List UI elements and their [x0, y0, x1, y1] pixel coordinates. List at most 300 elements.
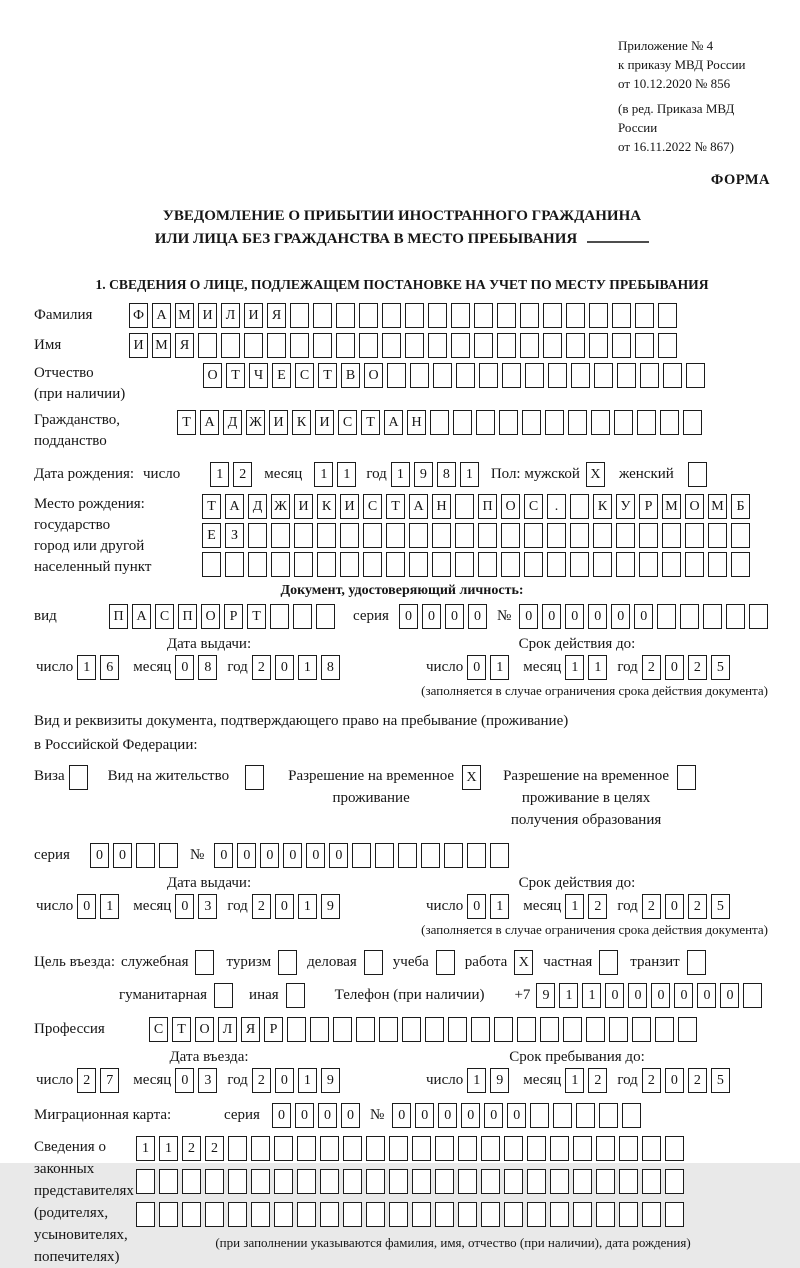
char-box[interactable]: 8 [321, 655, 340, 680]
char-box[interactable] [502, 363, 521, 388]
char-box[interactable]: 9 [536, 983, 555, 1008]
char-box[interactable]: 0 [415, 1103, 434, 1128]
char-box[interactable]: 0 [634, 604, 653, 629]
char-box[interactable] [433, 363, 452, 388]
char-box[interactable] [573, 1169, 592, 1194]
char-box[interactable] [430, 410, 449, 435]
char-box[interactable]: М [708, 494, 727, 519]
char-box[interactable]: 0 [720, 983, 739, 1008]
char-box[interactable] [287, 1017, 306, 1042]
char-box[interactable] [182, 1202, 201, 1227]
char-box[interactable] [320, 1136, 339, 1161]
char-box[interactable] [340, 523, 359, 548]
char-box[interactable] [205, 1202, 224, 1227]
char-box[interactable] [316, 604, 335, 629]
char-box[interactable] [596, 1202, 615, 1227]
char-box[interactable]: 1 [490, 655, 509, 680]
char-box[interactable] [366, 1202, 385, 1227]
char-box[interactable]: И [340, 494, 359, 519]
char-box[interactable] [270, 604, 289, 629]
char-box[interactable] [593, 552, 612, 577]
char-box[interactable]: И [269, 410, 288, 435]
char-box[interactable]: 0 [399, 604, 418, 629]
char-box[interactable] [524, 523, 543, 548]
char-box[interactable]: 0 [468, 604, 487, 629]
char-box[interactable] [594, 363, 613, 388]
char-box[interactable] [589, 333, 608, 358]
char-box[interactable] [520, 333, 539, 358]
char-box[interactable]: 0 [565, 604, 584, 629]
char-box[interactable] [340, 552, 359, 577]
char-box[interactable] [294, 523, 313, 548]
char-box[interactable]: 2 [182, 1136, 201, 1161]
char-box[interactable]: А [384, 410, 403, 435]
char-box[interactable] [320, 1202, 339, 1227]
char-box[interactable]: 1 [298, 655, 317, 680]
char-box[interactable] [293, 604, 312, 629]
char-box[interactable]: 1 [490, 894, 509, 919]
char-box[interactable]: 0 [175, 894, 194, 919]
char-box[interactable]: Я [267, 303, 286, 328]
char-box[interactable]: Л [221, 303, 240, 328]
char-box[interactable] [612, 303, 631, 328]
char-box[interactable] [297, 1136, 316, 1161]
char-box[interactable]: 2 [688, 1068, 707, 1093]
char-box[interactable]: 0 [272, 1103, 291, 1128]
char-box[interactable] [635, 303, 654, 328]
residence-permit-checkbox[interactable] [245, 765, 264, 790]
char-box[interactable] [228, 1202, 247, 1227]
char-box[interactable]: 2 [642, 894, 661, 919]
char-box[interactable] [297, 1202, 316, 1227]
char-box[interactable]: И [315, 410, 334, 435]
char-box[interactable] [313, 333, 332, 358]
char-box[interactable]: 1 [298, 1068, 317, 1093]
char-box[interactable]: С [524, 494, 543, 519]
char-box[interactable]: Р [224, 604, 243, 629]
char-box[interactable] [336, 303, 355, 328]
char-box[interactable]: 0 [611, 604, 630, 629]
char-box[interactable] [444, 843, 463, 868]
char-box[interactable]: 3 [198, 894, 217, 919]
char-box[interactable]: М [662, 494, 681, 519]
char-box[interactable] [290, 333, 309, 358]
char-box[interactable]: 0 [422, 604, 441, 629]
char-box[interactable] [136, 1202, 155, 1227]
char-box[interactable]: Е [272, 363, 291, 388]
char-box[interactable]: 1 [565, 655, 584, 680]
char-box[interactable] [389, 1136, 408, 1161]
char-box[interactable]: Т [172, 1017, 191, 1042]
char-box[interactable]: Р [264, 1017, 283, 1042]
char-box[interactable] [570, 552, 589, 577]
char-box[interactable]: С [149, 1017, 168, 1042]
char-box[interactable] [685, 523, 704, 548]
char-box[interactable]: 2 [252, 894, 271, 919]
char-box[interactable] [642, 1136, 661, 1161]
char-box[interactable] [617, 363, 636, 388]
char-box[interactable] [731, 523, 750, 548]
char-box[interactable]: У [616, 494, 635, 519]
char-box[interactable] [333, 1017, 352, 1042]
char-box[interactable]: 0 [665, 655, 684, 680]
char-box[interactable]: 8 [437, 462, 456, 487]
char-box[interactable]: 0 [651, 983, 670, 1008]
char-box[interactable]: Т [247, 604, 266, 629]
char-box[interactable] [566, 303, 585, 328]
char-box[interactable]: 1 [298, 894, 317, 919]
char-box[interactable] [525, 363, 544, 388]
char-box[interactable]: 0 [275, 1068, 294, 1093]
char-box[interactable] [412, 1136, 431, 1161]
char-box[interactable] [228, 1136, 247, 1161]
char-box[interactable] [455, 523, 474, 548]
char-box[interactable] [568, 410, 587, 435]
char-box[interactable]: М [175, 303, 194, 328]
char-box[interactable] [159, 1169, 178, 1194]
char-box[interactable] [467, 843, 486, 868]
char-box[interactable]: 0 [519, 604, 538, 629]
char-box[interactable] [517, 1017, 536, 1042]
char-box[interactable]: 0 [507, 1103, 526, 1128]
char-box[interactable] [343, 1136, 362, 1161]
char-box[interactable] [686, 363, 705, 388]
char-box[interactable] [481, 1169, 500, 1194]
char-box[interactable] [251, 1136, 270, 1161]
char-box[interactable] [494, 1017, 513, 1042]
char-box[interactable]: И [129, 333, 148, 358]
char-box[interactable] [471, 1017, 490, 1042]
char-box[interactable]: 1 [337, 462, 356, 487]
purpose-other-checkbox[interactable] [286, 983, 305, 1008]
char-box[interactable] [596, 1169, 615, 1194]
char-box[interactable] [244, 333, 263, 358]
char-box[interactable]: 0 [438, 1103, 457, 1128]
char-box[interactable] [490, 843, 509, 868]
char-box[interactable]: 2 [688, 655, 707, 680]
char-box[interactable]: 9 [490, 1068, 509, 1093]
char-box[interactable]: А [409, 494, 428, 519]
char-box[interactable] [563, 1017, 582, 1042]
char-box[interactable] [749, 604, 768, 629]
char-box[interactable]: А [225, 494, 244, 519]
char-box[interactable]: О [501, 494, 520, 519]
char-box[interactable]: 1 [100, 894, 119, 919]
char-box[interactable]: 0 [665, 894, 684, 919]
char-box[interactable]: 9 [321, 1068, 340, 1093]
char-box[interactable] [410, 363, 429, 388]
char-box[interactable] [451, 333, 470, 358]
char-box[interactable]: А [132, 604, 151, 629]
char-box[interactable] [504, 1202, 523, 1227]
char-box[interactable] [596, 1136, 615, 1161]
char-box[interactable] [402, 1017, 421, 1042]
char-box[interactable] [616, 523, 635, 548]
char-box[interactable] [136, 843, 155, 868]
char-box[interactable] [428, 333, 447, 358]
char-box[interactable] [382, 333, 401, 358]
char-box[interactable] [478, 552, 497, 577]
char-box[interactable]: 0 [542, 604, 561, 629]
char-box[interactable] [614, 410, 633, 435]
char-box[interactable]: 1 [565, 894, 584, 919]
char-box[interactable]: 0 [275, 894, 294, 919]
char-box[interactable]: 0 [461, 1103, 480, 1128]
char-box[interactable]: Ж [246, 410, 265, 435]
char-box[interactable] [570, 523, 589, 548]
char-box[interactable] [497, 303, 516, 328]
char-box[interactable]: 0 [77, 894, 96, 919]
char-box[interactable] [356, 1017, 375, 1042]
char-box[interactable]: 1 [460, 462, 479, 487]
char-box[interactable] [267, 333, 286, 358]
char-box[interactable]: 0 [467, 655, 486, 680]
char-box[interactable] [665, 1136, 684, 1161]
char-box[interactable]: К [292, 410, 311, 435]
char-box[interactable] [635, 333, 654, 358]
char-box[interactable]: 1 [391, 462, 410, 487]
char-box[interactable] [228, 1169, 247, 1194]
char-box[interactable] [198, 333, 217, 358]
char-box[interactable] [550, 1202, 569, 1227]
char-box[interactable] [386, 523, 405, 548]
char-box[interactable]: 0 [237, 843, 256, 868]
char-box[interactable] [501, 552, 520, 577]
char-box[interactable]: К [593, 494, 612, 519]
char-box[interactable] [248, 552, 267, 577]
char-box[interactable]: Б [731, 494, 750, 519]
char-box[interactable] [683, 410, 702, 435]
char-box[interactable] [665, 1202, 684, 1227]
char-box[interactable] [573, 1202, 592, 1227]
char-box[interactable] [336, 333, 355, 358]
char-box[interactable] [703, 604, 722, 629]
char-box[interactable] [665, 1169, 684, 1194]
char-box[interactable] [663, 363, 682, 388]
char-box[interactable] [497, 333, 516, 358]
purpose-transit-checkbox[interactable] [687, 950, 706, 975]
char-box[interactable] [743, 983, 762, 1008]
char-box[interactable] [221, 333, 240, 358]
char-box[interactable] [658, 303, 677, 328]
char-box[interactable] [501, 523, 520, 548]
char-box[interactable] [527, 1136, 546, 1161]
char-box[interactable] [589, 303, 608, 328]
char-box[interactable]: 1 [559, 983, 578, 1008]
char-box[interactable]: 0 [697, 983, 716, 1008]
char-box[interactable] [591, 410, 610, 435]
char-box[interactable]: Т [318, 363, 337, 388]
char-box[interactable]: Т [361, 410, 380, 435]
char-box[interactable] [522, 410, 541, 435]
char-box[interactable] [366, 1136, 385, 1161]
char-box[interactable]: Т [177, 410, 196, 435]
char-box[interactable]: 5 [711, 655, 730, 680]
char-box[interactable]: 7 [100, 1068, 119, 1093]
char-box[interactable] [527, 1169, 546, 1194]
char-box[interactable]: 2 [588, 1068, 607, 1093]
char-box[interactable] [520, 303, 539, 328]
char-box[interactable] [543, 303, 562, 328]
char-box[interactable]: 0 [628, 983, 647, 1008]
char-box[interactable] [405, 303, 424, 328]
char-box[interactable] [435, 1169, 454, 1194]
char-box[interactable] [599, 1103, 618, 1128]
char-box[interactable] [136, 1169, 155, 1194]
char-box[interactable]: 2 [588, 894, 607, 919]
char-box[interactable] [726, 604, 745, 629]
char-box[interactable]: 1 [210, 462, 229, 487]
char-box[interactable] [708, 523, 727, 548]
char-box[interactable] [530, 1103, 549, 1128]
char-box[interactable]: 0 [329, 843, 348, 868]
char-box[interactable]: 2 [688, 894, 707, 919]
char-box[interactable] [382, 303, 401, 328]
char-box[interactable] [320, 1169, 339, 1194]
char-box[interactable]: 0 [445, 604, 464, 629]
char-box[interactable]: Р [639, 494, 658, 519]
char-box[interactable] [476, 410, 495, 435]
char-box[interactable] [202, 552, 221, 577]
char-box[interactable] [274, 1136, 293, 1161]
char-box[interactable]: Т [386, 494, 405, 519]
char-box[interactable] [545, 410, 564, 435]
char-box[interactable]: П [478, 494, 497, 519]
char-box[interactable]: 0 [175, 655, 194, 680]
char-box[interactable] [619, 1136, 638, 1161]
char-box[interactable]: С [295, 363, 314, 388]
char-box[interactable]: 1 [565, 1068, 584, 1093]
char-box[interactable] [412, 1202, 431, 1227]
char-box[interactable]: В [341, 363, 360, 388]
char-box[interactable]: О [195, 1017, 214, 1042]
char-box[interactable]: О [685, 494, 704, 519]
char-box[interactable]: Ф [129, 303, 148, 328]
char-box[interactable] [458, 1202, 477, 1227]
char-box[interactable] [412, 1169, 431, 1194]
char-box[interactable] [619, 1169, 638, 1194]
char-box[interactable]: 1 [136, 1136, 155, 1161]
char-box[interactable] [343, 1202, 362, 1227]
char-box[interactable] [662, 523, 681, 548]
char-box[interactable] [632, 1017, 651, 1042]
char-box[interactable]: . [547, 494, 566, 519]
char-box[interactable]: 0 [467, 894, 486, 919]
char-box[interactable] [527, 1202, 546, 1227]
char-box[interactable] [540, 1017, 559, 1042]
char-box[interactable] [708, 552, 727, 577]
char-box[interactable] [432, 523, 451, 548]
char-box[interactable]: Я [241, 1017, 260, 1042]
male-checkbox[interactable]: X [586, 462, 605, 487]
char-box[interactable] [428, 303, 447, 328]
char-box[interactable]: 0 [665, 1068, 684, 1093]
char-box[interactable]: 0 [113, 843, 132, 868]
purpose-private-checkbox[interactable] [599, 950, 618, 975]
char-box[interactable] [550, 1136, 569, 1161]
char-box[interactable]: 6 [100, 655, 119, 680]
char-box[interactable]: 1 [159, 1136, 178, 1161]
char-box[interactable] [504, 1169, 523, 1194]
char-box[interactable]: 5 [711, 894, 730, 919]
char-box[interactable] [478, 523, 497, 548]
char-box[interactable]: 0 [283, 843, 302, 868]
char-box[interactable] [685, 552, 704, 577]
char-box[interactable] [586, 1017, 605, 1042]
char-box[interactable] [451, 303, 470, 328]
char-box[interactable] [398, 843, 417, 868]
char-box[interactable] [639, 523, 658, 548]
char-box[interactable] [182, 1169, 201, 1194]
char-box[interactable] [573, 1136, 592, 1161]
char-box[interactable] [343, 1169, 362, 1194]
purpose-official-checkbox[interactable] [195, 950, 214, 975]
char-box[interactable]: 0 [588, 604, 607, 629]
char-box[interactable] [359, 333, 378, 358]
temp-residence-edu-checkbox[interactable] [677, 765, 696, 790]
visa-checkbox[interactable] [69, 765, 88, 790]
char-box[interactable]: 0 [392, 1103, 411, 1128]
char-box[interactable] [409, 523, 428, 548]
char-box[interactable] [455, 494, 474, 519]
char-box[interactable] [205, 1169, 224, 1194]
char-box[interactable] [524, 552, 543, 577]
char-box[interactable] [474, 303, 493, 328]
char-box[interactable]: 0 [214, 843, 233, 868]
char-box[interactable]: К [317, 494, 336, 519]
char-box[interactable] [612, 333, 631, 358]
char-box[interactable] [576, 1103, 595, 1128]
char-box[interactable] [553, 1103, 572, 1128]
char-box[interactable]: 9 [321, 894, 340, 919]
char-box[interactable] [421, 843, 440, 868]
char-box[interactable] [479, 363, 498, 388]
char-box[interactable] [409, 552, 428, 577]
char-box[interactable] [159, 843, 178, 868]
char-box[interactable]: О [203, 363, 222, 388]
char-box[interactable] [550, 1169, 569, 1194]
char-box[interactable] [290, 303, 309, 328]
char-box[interactable] [481, 1202, 500, 1227]
char-box[interactable]: Т [202, 494, 221, 519]
char-box[interactable] [499, 410, 518, 435]
char-box[interactable] [680, 604, 699, 629]
char-box[interactable] [363, 523, 382, 548]
char-box[interactable]: 8 [198, 655, 217, 680]
char-box[interactable]: 0 [275, 655, 294, 680]
char-box[interactable]: 0 [484, 1103, 503, 1128]
char-box[interactable] [159, 1202, 178, 1227]
char-box[interactable] [387, 363, 406, 388]
char-box[interactable]: 2 [642, 655, 661, 680]
female-checkbox[interactable] [688, 462, 707, 487]
temp-residence-checkbox[interactable]: X [462, 765, 481, 790]
char-box[interactable]: Я [175, 333, 194, 358]
char-box[interactable] [297, 1169, 316, 1194]
char-box[interactable] [432, 552, 451, 577]
char-box[interactable] [637, 410, 656, 435]
char-box[interactable]: 1 [582, 983, 601, 1008]
char-box[interactable]: И [198, 303, 217, 328]
char-box[interactable] [225, 552, 244, 577]
char-box[interactable]: Д [248, 494, 267, 519]
char-box[interactable] [435, 1202, 454, 1227]
char-box[interactable] [294, 552, 313, 577]
char-box[interactable] [657, 604, 676, 629]
char-box[interactable] [271, 523, 290, 548]
char-box[interactable]: 3 [198, 1068, 217, 1093]
char-box[interactable] [453, 410, 472, 435]
